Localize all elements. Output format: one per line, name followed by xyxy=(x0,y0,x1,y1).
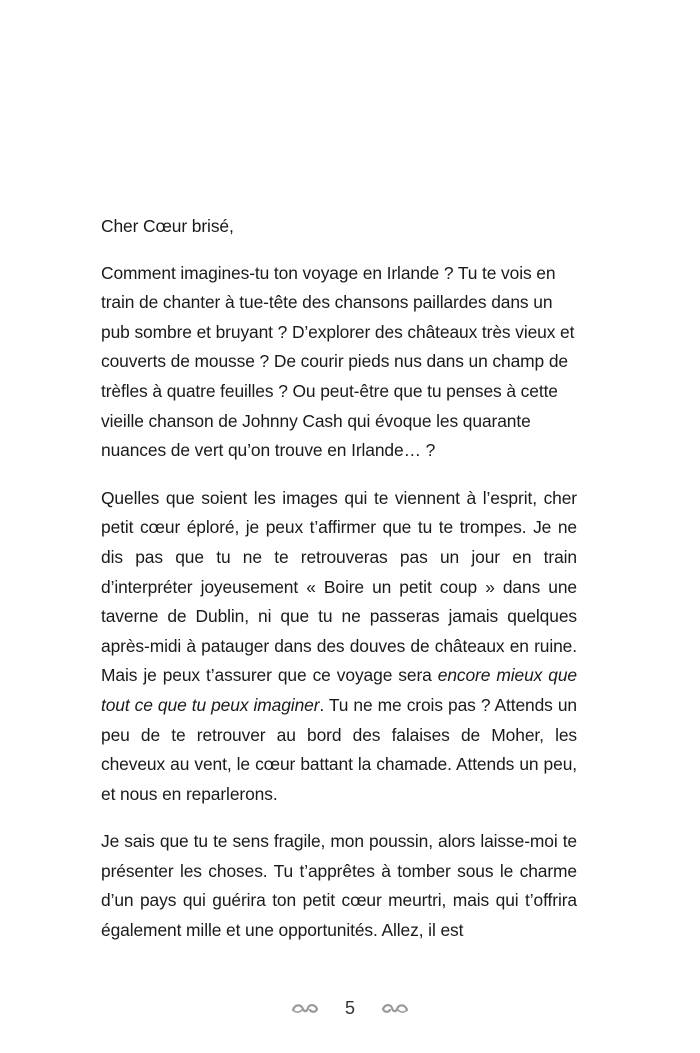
letter-body xyxy=(101,212,577,964)
paragraph-3: Je sais que tu te sens fragile, mon poussin, alors laisse-moi te présenter les choses. Tu t’apprêtes à tomber sous le charme d’un pays qui guérira ton petit cœur meurtri, mais qui t’offrira également mille et une opportunités. Allez, il est xyxy=(101,831,577,941)
paragraph-2-italic: encore mieux que tout ce que tu peux imaginer xyxy=(101,665,577,715)
page-footer xyxy=(0,994,700,1022)
paragraph-2-text-a: Quelles que soient les images qui te viennent à l’esprit, cher petit cœur éploré, je peux t’affirmer que tu te trompes. Je ne dis pas que tu ne te retrouveras pas un jour en train d’interpréter joyeusement « Boire un petit coup » dans une taverne de Dublin, ni que tu ne passeras jamais quelques après-midi à patauger dans des douves de châteaux en ruine. Mais je peux t’assurer que ce voyage sera xyxy=(101,487,577,686)
flourish-ornament-icon xyxy=(291,1001,319,1015)
paragraph-2 xyxy=(101,484,577,810)
paragraph-2-text-b: . Tu ne me crois pas ? Attends un peu de te retrouver au bord des falaises de Moher, les cheveux au vent, le cœur battant la chamade. Attends un peu, et nous en reparlerons. xyxy=(101,694,578,804)
salutation: Cher Cœur brisé, xyxy=(101,216,234,236)
flourish-ornament-icon xyxy=(381,1001,409,1015)
paragraph-1: Comment imagines-tu ton voyage en Irlande ? Tu te vois en train de chanter à tue-tête des chansons paillardes dans un pub sombre et bruyant ? D’explorer des châteaux très vieux et couverts de mousse ? De courir pieds nus dans un champ de trèfles à quatre feuilles ? Ou peut-être que tu penses à cette vieille chanson de Johnny Cash qui évoque les quarante nuances de vert qu’on trouve en Irlande… ? xyxy=(101,262,575,461)
page-number: 5 xyxy=(344,997,355,1018)
